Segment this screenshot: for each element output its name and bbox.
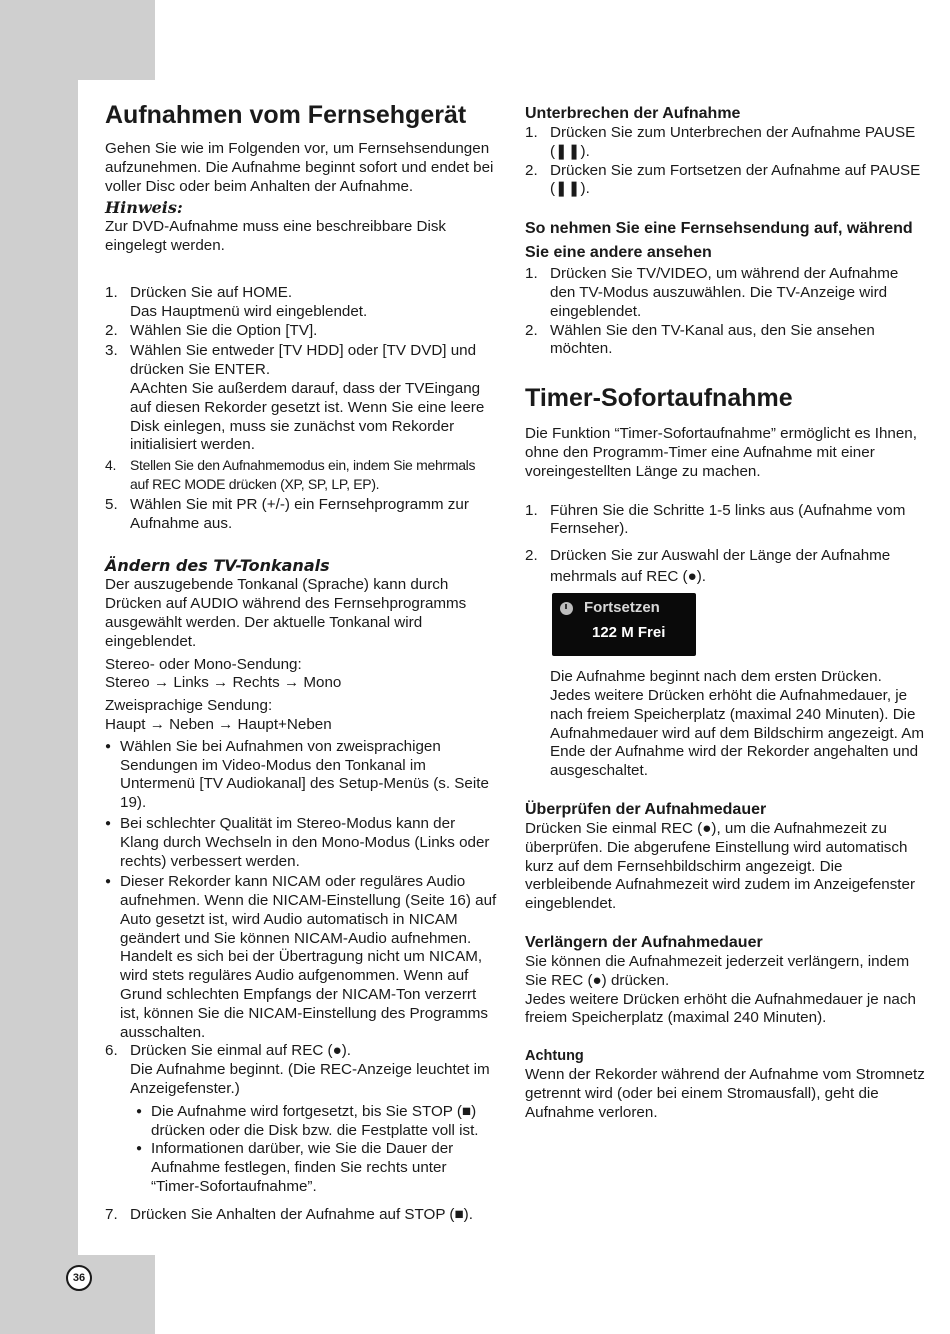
bullet-item: ● Wählen Sie bei Aufnahmen von zweisprachigen Sendungen im Video-Modus den Tonkanal im Untermenü [TV Audiokanal] des Setup-Menüs (s. Seite 19). [105, 738, 497, 813]
timer-after-osd: Die Aufnahme beginnt nach dem ersten Drücken. Jedes weitere Drücken erhöht die Aufnahmedauer, je nach freiem Speicherplatz (maximal 240 Minuten). Die Aufnahmedauer wird auf dem Bildschirm angezeigt. Am Ende der Aufnahme wird der Rekorder angehalten und ausgeschaltet. [550, 668, 924, 780]
recording-steps-end [105, 1206, 497, 1225]
pause-steps [525, 124, 925, 199]
osd-free-space: 122 M Frei [592, 624, 666, 642]
extend-text-2: Jedes weitere Drücken erhöht die Aufnahmedauer je nach freiem Speicherplatz (maximal 240 Minuten). [525, 990, 916, 1027]
pause-step-1: 1. Drücken Sie zum Unterbrechen der Aufnahme PAUSE (❚❚). [525, 124, 916, 160]
timer-step-1: 1. Führen Sie die Schritte 1-5 links aus (Aufnahme vom Fernseher). [525, 501, 906, 538]
watch-other-heading: So nehmen Sie eine Fernsehsendung auf, während Sie eine andere ansehen [525, 220, 913, 262]
caution-text: Wenn der Rekorder während der Aufnahme vom Stromnetz getrennt wird (oder bei einem Stromausfall), geht die Aufnahme verloren. [525, 1065, 925, 1121]
extend-heading: Verlängern der Aufnahmedauer [525, 933, 763, 951]
step-6: 6. Drücken Sie einmal auf REC (●). Die Aufnahme beginnt. (Die REC-Anzeige leuchtet im Anzeigefenster.) [105, 1042, 490, 1098]
bullet-item: ● Informationen darüber, wie Sie die Dauer der Aufnahme festlegen, finden Sie rechts unter “Timer-Sofortaufnahme”. [105, 1140, 497, 1196]
check-text: Drücken Sie einmal REC (●), um die Aufnahmezeit zu überprüfen. Die abgerufene Einstellung wird automatisch kurz auf dem Fernsehbildschirm angezeigt. Die verbleibende Aufnahmezeit wird zudem im Anzeigefenster eingeblendet. [525, 819, 916, 913]
section-title-timer: Timer-Sofortaufnahme [525, 384, 793, 413]
step-3: 3. Wählen Sie entweder [TV HDD] oder [TV DVD] und drücken Sie ENTER. AAchten Sie außerdem darauf, dass der TVEingang auf diesen Rekorder gesetzt ist. Wenn Sie eine leere Disk einlegen, muss sie zunächst vom Rekorder initialisiert werden. [105, 342, 485, 454]
bullet-item: ● Dieser Rekorder kann NICAM oder reguläres Audio aufnehmen. Wenn die NICAM-Einstellung (Seite 16) auf Auto gesetzt ist, wird Audio automatisch in NICAM geändert und Sie können NICAM-Audio aufnehmen. Handelt es sich bei der Übertragung nicht um NICAM, wird stets reguläres Audio aufgenommen. Wenn auf Grund schlechten Empfangs der NICAM-Ton verzerrt ist, können Sie die NICAM-Einstellung des Programms ausschalten. [105, 873, 497, 1042]
timer-steps [525, 502, 925, 588]
check-heading: Überprüfen der Aufnahmedauer [525, 800, 767, 818]
clock-icon [560, 602, 573, 615]
watch-other-steps [525, 265, 925, 359]
step-7: 7. Drücken Sie Anhalten der Aufnahme auf STOP (■). [105, 1205, 473, 1223]
timer-step-2: 2. Drücken Sie zur Auswahl der Länge der Aufnahme mehrmals auf REC (●). [525, 547, 891, 586]
watch-step-1: 1. Drücken Sie TV/VIDEO, um während der Aufnahme den TV-Modus auszuwählen. Die TV-Anzeige wird eingeblendet. [525, 265, 899, 320]
tv-audio-heading: Ändern des TV-Tonkanals [105, 556, 330, 576]
bullet-item: ● Bei schlechter Qualität im Stereo-Modus kann der Klang durch Wechseln in den Mono-Modus (Links oder rechts) verbessert werden. [105, 815, 497, 871]
caution-heading: Achtung [525, 1048, 584, 1065]
pause-heading: Unterbrechen der Aufnahme [525, 105, 741, 122]
note-heading: Hinweis: [105, 198, 183, 218]
step-2: 2. Wählen Sie die Option [TV]. [105, 321, 318, 339]
extend-text-1: Sie können die Aufnahmezeit jederzeit verlängern, indem Sie REC (●) drücken. [525, 952, 910, 989]
intro-text: Gehen Sie wie im Folgenden vor, um Fernsehsendungen aufzunehmen. Die Aufnahme beginnt sofort und endet bei voller Disc oder beim Anhalten der Aufnahme. [105, 140, 494, 195]
note-text: Zur DVD-Aufnahme muss eine beschreibbare Disk eingelegt werden. [105, 218, 447, 255]
section-title-recording: Aufnahmen vom Fernsehgerät [105, 101, 467, 129]
tv-audio-bullets [105, 738, 497, 1043]
dual-label: Zweisprachige Sendung: [105, 697, 273, 715]
osd-display [552, 593, 696, 656]
page-number: 36 [66, 1265, 92, 1291]
pause-step-2: 2. Drücken Sie zum Fortsetzen der Aufnahme auf PAUSE (❚❚). [525, 161, 921, 198]
step6-bullets [105, 1103, 497, 1197]
watch-step-2: 2. Wählen Sie den TV-Kanal aus, den Sie ansehen möchten. [525, 321, 875, 358]
tv-audio-text: Der auszugebende Tonkanal (Sprache) kann durch Drücken auf AUDIO während des Fernsehprogramms ausgewählt werden. Der aktuelle Tonkanal wird eingeblendet. [105, 576, 467, 650]
stereo-label: Stereo- oder Mono-Sendung: [105, 655, 302, 673]
step-5: 5. Wählen Sie mit PR (+/-) ein Fernsehprogramm zur Aufnahme aus. [105, 495, 469, 532]
timer-intro: Die Funktion “Timer-Sofortaufnahme” ermöglicht es Ihnen, ohne den Programm-Timer eine Aufnahme mit einer voreingestellten Länge zu machen. [525, 425, 917, 480]
stereo-sequence: Stereo → Links → Rechts → Mono [105, 674, 342, 692]
bullet-item: ● Die Aufnahme wird fortgesetzt, bis Sie STOP (■) drücken oder die Disk bzw. die Festplatte voll ist. [105, 1103, 497, 1141]
step-4: 4. Stellen Sie den Aufnahmemodus ein, indem Sie mehrmals auf REC MODE drücken (XP, SP, LP, EP). [105, 457, 476, 492]
recording-steps-cont [105, 1042, 497, 1098]
dual-sequence: Haupt → Neben → Haupt+Neben [105, 715, 332, 733]
step-1: 1. Drücken Sie auf HOME. Das Hauptmenü wird eingeblendet. [105, 283, 368, 320]
left-column [105, 100, 497, 1225]
osd-status: Fortsetzen [584, 599, 660, 617]
recording-steps [105, 284, 497, 533]
right-column [525, 104, 925, 1122]
